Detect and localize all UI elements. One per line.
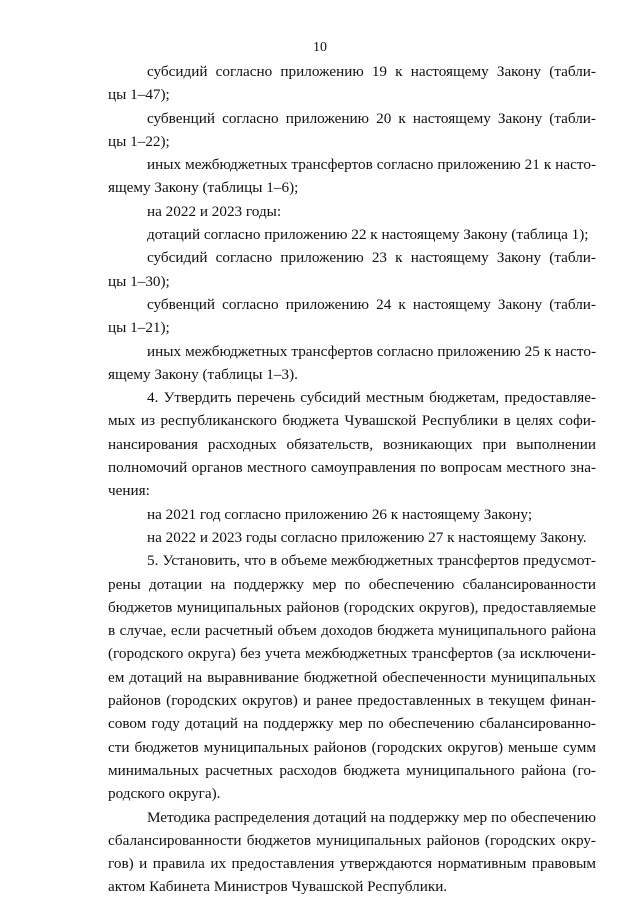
text-line: (городского округа) без учета межбюджетных трансфертов (за исключени-: [108, 645, 596, 663]
text-line: Методика распределения дотаций на поддержку мер по обеспечению: [147, 808, 596, 826]
text-line: ящему Закону (таблицы 1–3).: [108, 365, 298, 383]
page-number: 10: [313, 40, 327, 55]
text-line: ем дотаций на выравнивание бюджетной обеспеченности муниципальных: [108, 668, 596, 686]
text-line: в случае, если расчетный объем доходов бюджета муниципального района: [108, 622, 596, 640]
text-line: сбалансированности бюджетов муниципальных районов (городских окру-: [108, 831, 596, 849]
text-line: цы 1–21);: [108, 319, 170, 337]
text-line: минимальных расчетных расходов бюджета муниципального района (го-: [108, 761, 596, 779]
text-line: цы 1–30);: [108, 272, 170, 290]
text-line: актом Кабинета Министров Чувашской Республики.: [108, 878, 448, 896]
text-line: субвенций согласно приложению 20 к настоящему Закону (табли-: [147, 109, 596, 127]
text-line: 5. Установить, что в объеме межбюджетных трансфертов предусмот-: [147, 552, 596, 570]
text-line: субсидий согласно приложению 19 к настоящему Закону (табли-: [147, 63, 596, 80]
text-line: на 2021 год согласно приложению 26 к настоящему Закону;: [147, 505, 533, 523]
text-line: мых из республиканского бюджета Чувашской Республики в целях софи-: [108, 412, 596, 430]
text-line: субвенций согласно приложению 24 к настоящему Закону (табли-: [147, 295, 596, 313]
text-line: ящему Закону (таблицы 1–6);: [108, 179, 299, 197]
text-line: сти бюджетов муниципальных районов (городских округов) меньше сумм: [108, 738, 596, 756]
text-line: районов (городских округов) и ранее предоставленных в текущем финан-: [108, 692, 596, 710]
text-line: субсидий согласно приложению 23 к настоящему Закону (табли-: [147, 249, 596, 267]
text-line: чения:: [108, 482, 150, 500]
text-line: цы 1–47);: [108, 86, 170, 104]
text-line: гов) и правила их предоставления утверждаются нормативным правовым: [108, 855, 596, 873]
text-line: нансирования расходных обязательств, возникающих при выполнении: [108, 435, 596, 453]
text-line: бюджетов муниципальных районов (городских округов), предоставляемые: [108, 598, 596, 616]
text-line: родского округа).: [108, 785, 221, 803]
text-line: цы 1–22);: [108, 132, 170, 150]
document-body: [108, 60, 596, 899]
text-line: 4. Утвердить перечень субсидий местным бюджетам, предоставляе-: [147, 389, 596, 407]
text-line: на 2022 и 2023 годы согласно приложению 27 к настоящему Закону.: [147, 528, 587, 546]
text-line: иных межбюджетных трансфертов согласно приложению 21 к насто-: [147, 156, 596, 174]
text-line: на 2022 и 2023 годы:: [147, 202, 282, 220]
text-line: дотаций согласно приложению 22 к настоящему Закону (таблица 1);: [147, 226, 589, 244]
text-line: совом году дотаций на поддержку мер по обеспечению сбалансированно-: [108, 715, 596, 733]
text-line: полномочий органов местного самоуправления по вопросам местного зна-: [108, 459, 596, 477]
text-line: рены дотации на поддержку мер по обеспечению сбалансированности: [108, 575, 596, 593]
text-line: иных межбюджетных трансфертов согласно приложению 25 к насто-: [147, 342, 596, 360]
